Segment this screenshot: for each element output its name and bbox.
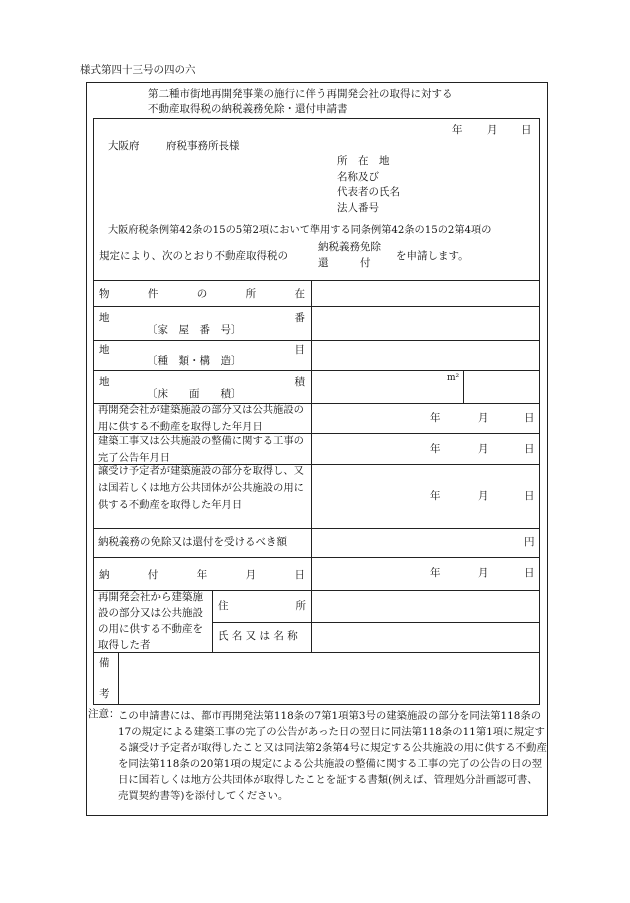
payment-date-month: 月: [478, 567, 489, 579]
floor-area-label: 〔床 面 積〕: [147, 388, 242, 400]
kind-structure-label: 〔種 類・構 造〕: [147, 355, 242, 367]
remarks-label-top: 備: [99, 657, 110, 669]
applicant-name-label-1: 名称及び: [337, 171, 379, 183]
note-text: この申請書には、都市再開発法第118条の7第1項第3号の建築施設の部分を同法第118条の17の規定による建築工事の完了の公告があった日の翌日に同法第118条の11第1項に規定する譲受け予定者が取得したこと又は同法第2条第4号に規定する公共施設の用に供する不動産を同法第118条の20第1項の規定による公共施設の整備に関する工事の完了の公告の日の翌日に国若しくは地方公共団体が取得したことを証する書類(例えば、管理処分計画認可書、売買契約書等)を添付してください。: [118, 710, 547, 802]
row-line-4: [93, 370, 540, 371]
row-line-3: [93, 340, 540, 341]
row-line-2: [93, 306, 540, 307]
transferee-date-month: 月: [478, 490, 489, 502]
date-year: 年: [452, 124, 463, 136]
acquirer-address-label: 住 所: [218, 600, 306, 612]
row-line-9: [93, 557, 540, 558]
date-month: 月: [487, 124, 498, 136]
table-bottom-border: [93, 704, 540, 705]
area-unit: m²: [447, 373, 460, 383]
remarks-label-bottom: 考: [99, 688, 110, 700]
date-day: 日: [521, 124, 532, 136]
col-line-acquirer-right: [311, 590, 312, 652]
payment-date-year: 年: [430, 567, 441, 579]
outer-top-border: [86, 82, 548, 83]
statement-option-exempt: 納税義務免除: [318, 241, 381, 253]
acquirer-name-label: 氏 名 又 は 名 称: [218, 630, 298, 642]
table-left-border: [93, 118, 94, 704]
statement-option-refund: 還 付: [318, 257, 371, 269]
applicant-address-label: 所 在 地: [337, 155, 390, 167]
outer-right-border: [547, 82, 548, 815]
outer-left-border: [86, 82, 87, 815]
col-line-acquirer-left: [212, 590, 213, 652]
table-top-border: [93, 118, 540, 119]
house-number-label: 〔家 屋 番 号〕: [147, 324, 242, 336]
completion-date-day: 日: [524, 443, 535, 455]
land-area-label: 地 積: [99, 376, 305, 388]
form-number: 様式第四十三号の四の六: [80, 64, 196, 76]
title-line-2: 不動産取得税の納税義務免除・還付申請書: [148, 103, 348, 115]
statement-line-1: 大阪府税条例第42条の15の5第2項において準用する同条例第42条の15の2第4項の: [108, 225, 492, 236]
completion-date-label: 建築工事又は公共施設の整備に関する工事の完了公告年月日: [98, 435, 304, 464]
col-line-main: [311, 280, 312, 590]
row-line-1: [93, 280, 540, 281]
applicant-name-label-2: 代表者の氏名: [337, 186, 400, 198]
transferee-date-label: 譲受け予定者が建築施設の部分を取得し、又は国若しくは地方公共団体が公共施設の用に供する不動産を取得した年月日: [98, 465, 304, 511]
table-right-border: [539, 118, 540, 704]
acquisition-date-year: 年: [430, 412, 441, 424]
property-location-label: 物 件 の 所 在: [99, 288, 305, 300]
row-line-11: [212, 622, 540, 623]
title-line-1: 第二種市街地再開発事業の施行に伴う再開発会社の取得に対する: [148, 88, 453, 100]
addressee-prefecture: 大阪府: [108, 140, 140, 152]
statement-line-2-post: を申請します。: [396, 250, 469, 262]
addressee-office: 府税事務所長様: [166, 140, 240, 152]
payment-date-label: 納 付 年 月 日: [99, 569, 305, 581]
transferee-date-day: 日: [524, 490, 535, 502]
completion-date-month: 月: [478, 443, 489, 455]
acquirer-label: 再開発会社から建築施設の部分又は公共施設の用に供する不動産を取得した者: [98, 591, 203, 651]
lot-number-label: 地 番: [99, 312, 305, 324]
col-line-area: [463, 370, 464, 403]
note-label: 注意：: [88, 708, 120, 720]
applicant-corp-no-label: 法人番号: [337, 202, 379, 214]
exempt-amount-label: 納税義務の免除又は還付を受けるべき額: [98, 536, 287, 548]
outer-bottom-border: [86, 815, 548, 816]
payment-date-day: 日: [524, 567, 535, 579]
acquisition-date-day: 日: [524, 412, 535, 424]
acquisition-date-label: 再開発会社が建築施設の部分又は公共施設の用に供する不動産を取得した年月日: [98, 404, 304, 433]
yen-unit: 円: [524, 536, 535, 548]
col-line-remarks: [118, 652, 119, 704]
statement-line-2-pre: 規定により、次のとおり不動産取得税の: [99, 250, 288, 262]
row-line-8: [93, 528, 540, 529]
acquisition-date-month: 月: [478, 412, 489, 424]
completion-date-year: 年: [430, 443, 441, 455]
land-category-label: 地 目: [99, 344, 305, 356]
transferee-date-year: 年: [430, 490, 441, 502]
